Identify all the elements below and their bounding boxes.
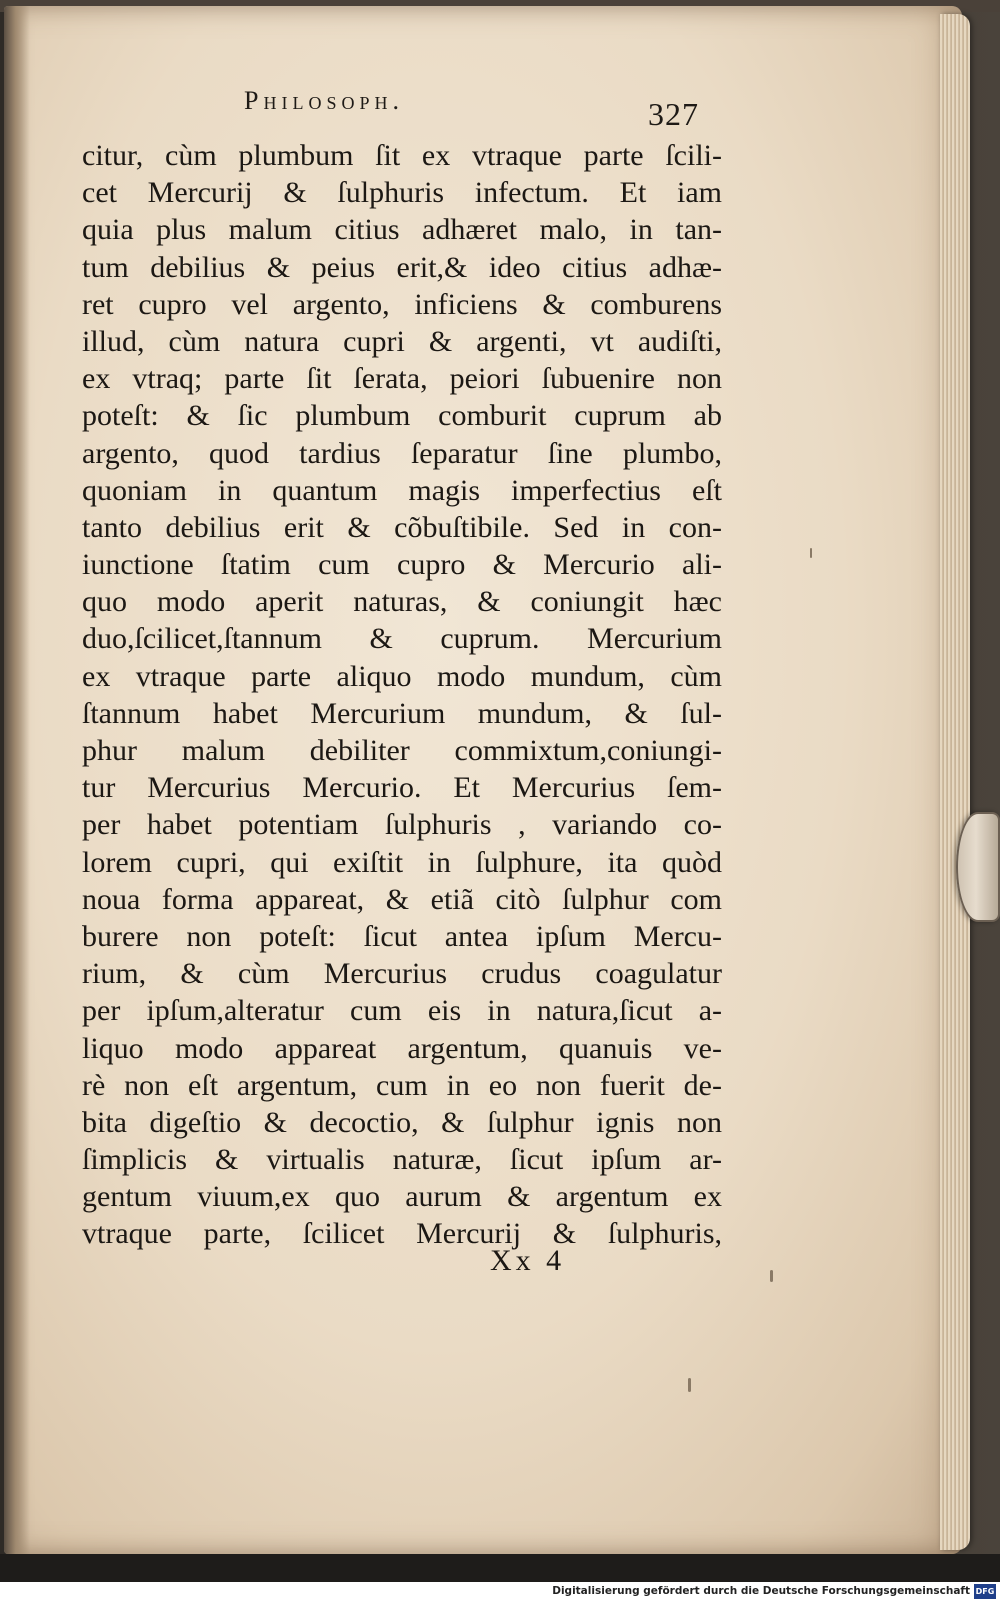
- text-line: lorem cupri, qui exiſtit in ſulphure, ita quòd: [82, 845, 722, 879]
- text-line: cet Mercurij & ſulphuris infectum. Et iam: [82, 176, 722, 210]
- text-line: argento, quod tardius ſeparatur ſine plumbo,: [82, 436, 722, 470]
- page-stack-edges: [940, 14, 970, 1550]
- text-line: liquo modo appareat argentum, quanuis ve-: [82, 1031, 722, 1065]
- text-line: bita digeſtio & decoctio, & ſulphur ignis non: [82, 1105, 722, 1139]
- text-line: illud, cùm natura cupri & argenti, vt audiſti,: [82, 324, 722, 358]
- text-line: poteſt: & ſic plumbum comburit cuprum ab: [82, 399, 722, 433]
- text-line: duo,ſcilicet,ſtannum & cuprum. Mercurium: [82, 622, 722, 656]
- running-head: Philosoph.: [244, 86, 404, 115]
- text-line: phur malum debiliter commixtum,coniungi-: [82, 734, 722, 767]
- text-line: quia plus malum citius adhæret malo, in tan-: [82, 213, 722, 247]
- text-line: citur, cùm plumbum ſit ex vtraque parte ſcili-: [82, 139, 722, 172]
- paper-speck: [688, 1378, 691, 1392]
- footer-bar: [0, 1582, 1000, 1603]
- footer-credit: Digitalisierung gefördert durch die Deutsche Forschungsgemeinschaft: [552, 1585, 970, 1597]
- text-line: rè non eſt argentum, cum in eo non fuerit de-: [82, 1068, 722, 1102]
- text-line: ſtannum habet Mercurium mundum, & ſul-: [82, 696, 722, 730]
- text-line: ret cupro vel argento, inficiens & comburens: [82, 287, 722, 321]
- paper-speck: [810, 548, 812, 558]
- text-line: per ipſum,alteratur cum eis in natura,ſicut a-: [82, 994, 722, 1028]
- text-line: gentum viuum,ex quo aurum & argentum ex: [82, 1180, 722, 1214]
- text-line: quoniam in quantum magis imperfectius eſt: [82, 473, 722, 507]
- page-clamp: [956, 812, 1000, 922]
- text-line: ex vtraq; parte ſit ſerata, peiori ſubuenire non: [82, 362, 722, 396]
- text-line: tanto debilius erit & cõbuſtibile. Sed in con-: [82, 510, 722, 544]
- paper-speck: [770, 1270, 773, 1282]
- text-line: tur Mercurius Mercurio. Et Mercurius ſem-: [82, 771, 722, 805]
- text-line: ſimplicis & virtualis naturæ, ſicut ipſum ar-: [82, 1143, 722, 1177]
- page-number: 327: [648, 96, 699, 132]
- text-line: iunctione ſtatim cum cupro & Mercurio ali-: [82, 548, 722, 582]
- text-line: rium, & cùm Mercurius crudus coagulatur: [82, 957, 722, 991]
- text-line: noua forma appareat, & etiã citò ſulphur com: [82, 882, 722, 916]
- text-line: per habet potentiam ſulphuris , variando co-: [82, 808, 722, 842]
- text-block: [82, 137, 722, 1253]
- text-line: tum debilius & peius erit,& ideo citius adhæ-: [82, 250, 722, 284]
- dfg-logo: DFG: [974, 1584, 996, 1599]
- page-gutter: [4, 6, 30, 1554]
- text-line: ex vtraque parte aliquo modo mundum, cùm: [82, 659, 722, 693]
- signature-mark: Xx 4: [490, 1244, 566, 1277]
- scan-bottom-band: [0, 1554, 1000, 1582]
- text-line: burere non poteſt: ſicut antea ipſum Mercu-: [82, 919, 722, 953]
- text-line: vtraque parte, ſcilicet Mercurij & ſulphuris,: [82, 1217, 722, 1251]
- text-line: quo modo aperit naturas, & coniungit hæc: [82, 585, 722, 619]
